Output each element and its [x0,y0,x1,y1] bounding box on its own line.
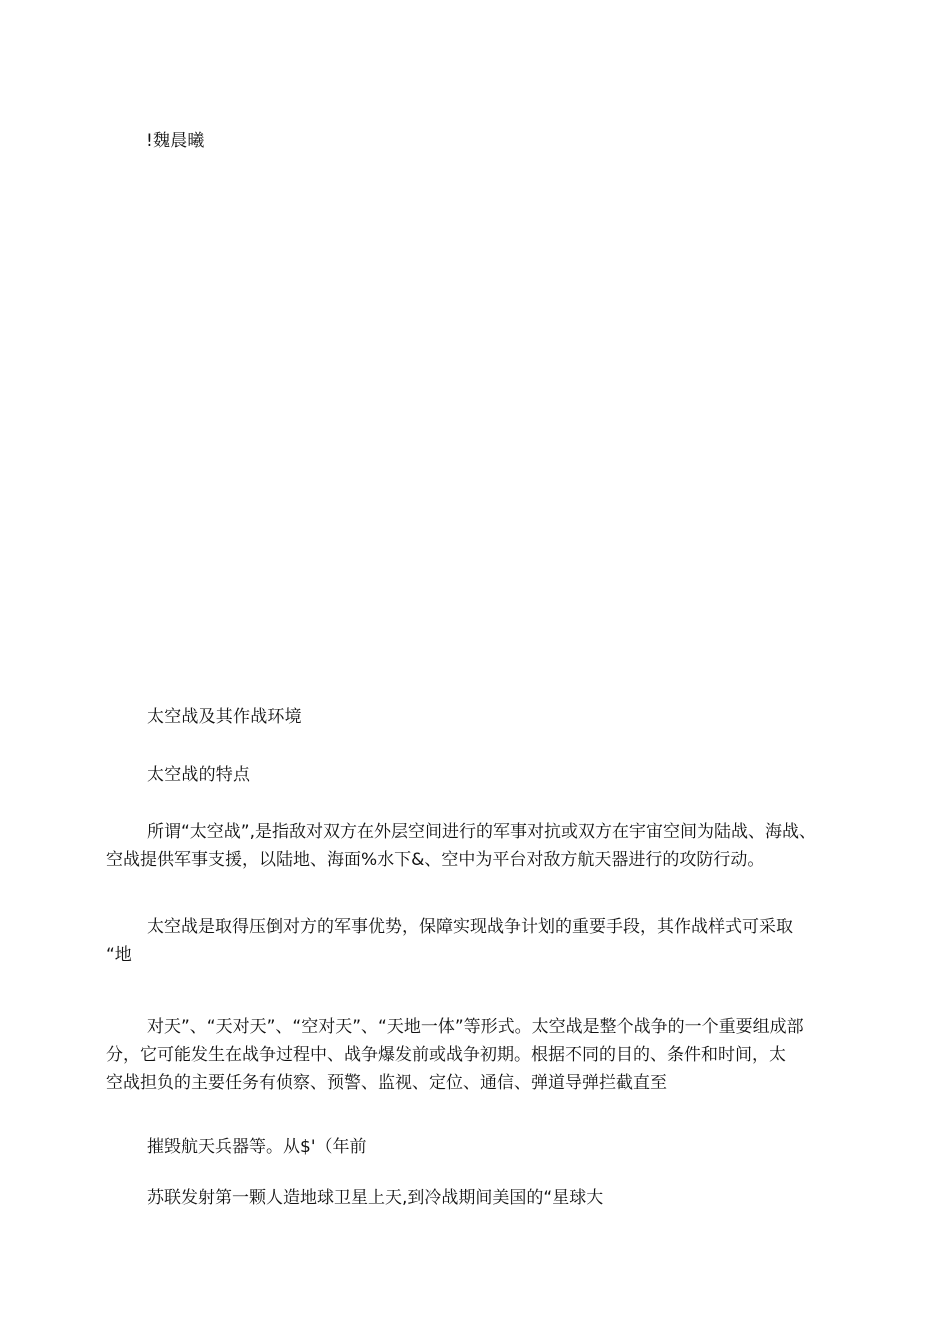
paragraph-line: 空战担负的主要任务有侦察、预警、监视、定位、通信、弹道导弹拦截直至 [106,1073,667,1093]
paragraph-line: 所谓“太空战”,是指敌对双方在外层空间进行的军事对抗或双方在宇宙空间为陆战、海战、 [147,822,817,842]
paragraph-purpose [106,913,866,969]
paragraph-definition [106,818,866,874]
paragraph-line: 摧毁航天兵器等。从$'（年前 [147,1137,367,1157]
section-heading: 太空战及其作战环境 [147,707,302,727]
paragraph-weapons [106,1133,866,1161]
paragraph-forms [106,1013,866,1097]
subsection-heading: 太空战的特点 [147,765,251,785]
paragraph-history [106,1184,866,1212]
paragraph-line: “地 [106,945,132,965]
paragraph-line: 分，它可能发生在战争过程中、战争爆发前或战争初期。根据不同的目的、条件和时间，太 [106,1045,786,1065]
paragraph-line: 太空战是取得压倒对方的军事优势，保障实现战争计划的重要手段，其作战样式可采取 [147,917,793,937]
paragraph-line: 空战提供军事支援，以陆地、海面%水下&、空中为平台对敌方航天器进行的攻防行动。 [106,850,765,870]
author-name: !魏晨曦 [146,131,205,151]
paragraph-line: 苏联发射第一颗人造地球卫星上天,到冷战期间美国的“星球大 [147,1188,604,1208]
paragraph-line: 对天”、“天对天”、“空对天”、“天地一体”等形式。太空战是整个战争的一个重要组成部 [147,1017,804,1037]
